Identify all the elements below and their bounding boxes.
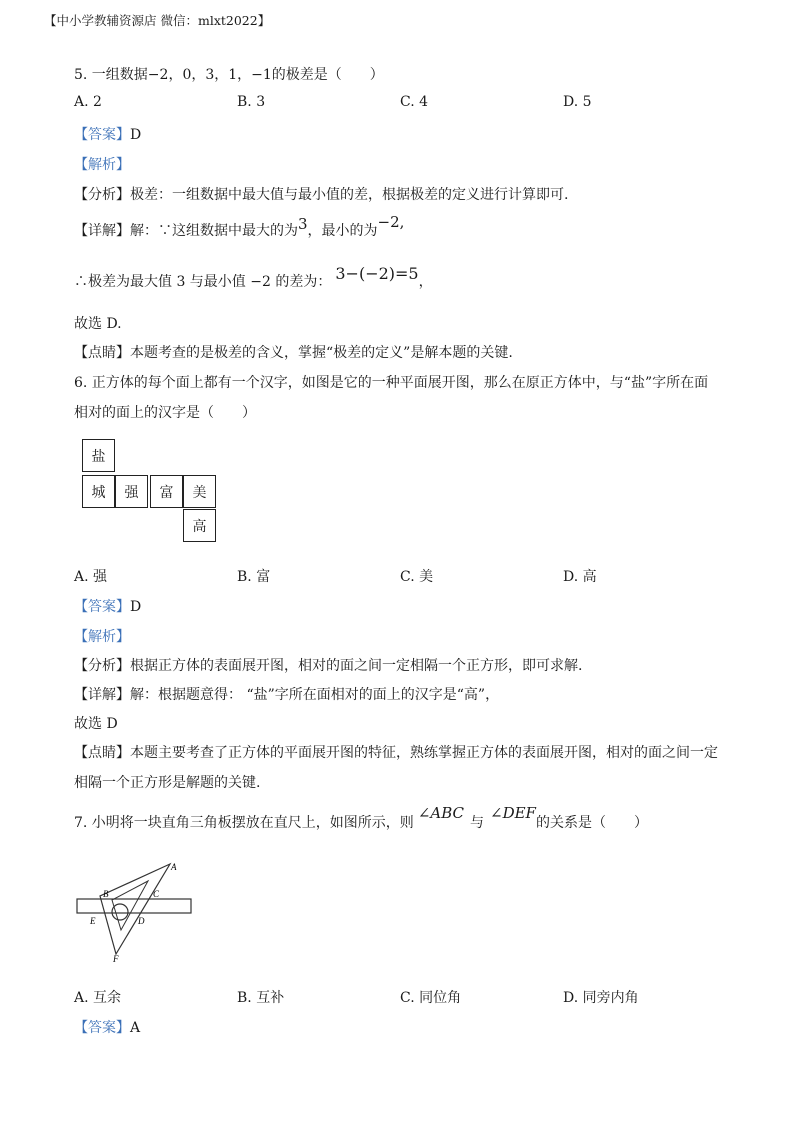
q5-option-c: C. 4	[400, 94, 429, 110]
q6-stem-line2: 相对的面上的汉字是（ ）	[74, 405, 256, 421]
q6-stem-line1: 6. 正方体的每个面上都有一个汉字，如图是它的一种平面展开图，那么在原正方体中，与“盐”字所在面	[74, 375, 709, 391]
q7-stem-and: 与	[470, 815, 484, 831]
q6-option-d: D. 高	[563, 569, 597, 585]
answer-tag: 【答案】	[74, 1020, 130, 1036]
max-value: 3	[298, 215, 308, 233]
dianjing-tag: 【点睛】	[74, 745, 130, 761]
q5-stem: 5. 一组数据−2，0，3，1，−1的极差是（ ）	[74, 67, 384, 83]
q5-dianjing	[74, 342, 513, 362]
q7-option-c: C. 同位角	[400, 990, 462, 1006]
q6-dianjing-line2: 相隔一个正方形是解题的关键.	[74, 775, 261, 791]
fenxi-text: 根据正方体的表面展开图，相对的面之间一定相隔一个正方形，即可求解.	[130, 658, 583, 674]
answer-value: D	[130, 599, 142, 615]
net-cell-3: 富	[150, 475, 183, 508]
triangle-hole	[112, 904, 128, 920]
q6-option-c: C. 美	[400, 569, 434, 585]
label-d: D	[138, 916, 145, 926]
q6-dianjing	[74, 742, 718, 762]
q5-option-d: D. 5	[563, 94, 592, 110]
q7-stem-text-2: 的关系是（ ）	[535, 815, 648, 831]
q6-option-a: A. 强	[74, 569, 108, 585]
net-cell-2: 强	[115, 475, 148, 508]
xiangjie-tag: 【详解】	[74, 687, 130, 703]
q6-conclusion: 故选 D	[74, 716, 118, 732]
xiangjie-text: 解：根据题意得： “盐”字所在面相对的面上的汉字是“高”，	[130, 687, 500, 703]
angle-def: ∠DEF	[490, 804, 536, 822]
xiangjie-tag: 【详解】	[74, 223, 130, 239]
q6-option-b: B. 富	[237, 569, 271, 585]
net-cell-4: 美	[183, 475, 216, 508]
q5-option-a: A. 2	[74, 94, 102, 110]
xiangjie-text-2: ，最小的为	[307, 223, 378, 239]
q7-option-a: A. 互余	[74, 990, 122, 1006]
q7-option-d: D. 同旁内角	[563, 990, 639, 1006]
q6-xiangjie	[74, 684, 499, 704]
label-f: F	[113, 954, 119, 964]
q5-conclusion: 故选 D.	[74, 316, 122, 332]
min-value: −2,	[377, 213, 405, 231]
label-c: C	[153, 889, 160, 899]
dianjing-text: 本题主要考查了正方体的平面展开图的特征，熟练掌握正方体的表面展开图，相对的面之间一定	[130, 745, 718, 761]
q6-answer	[74, 596, 141, 616]
label-e: E	[90, 916, 96, 926]
fenxi-tag: 【分析】	[74, 187, 130, 203]
q5-therefore	[74, 264, 433, 291]
q7-answer	[74, 1017, 140, 1037]
answer-value: D	[130, 127, 142, 143]
q5-xiangjie	[74, 213, 405, 240]
label-b: B	[103, 889, 109, 899]
page-header: 【中小学教辅资源店 微信：mlxt2022】	[44, 13, 271, 28]
fenxi-text: 极差：一组数据中最大值与最小值的差，根据极差的定义进行计算即可.	[130, 187, 569, 203]
cube-net-figure	[82, 439, 218, 543]
range-expression: 3−(−2)=5	[335, 264, 419, 283]
q5-option-b: B. 3	[237, 94, 266, 110]
q5-answer	[74, 124, 141, 144]
q6-analysis-tag: 【解析】	[74, 629, 130, 645]
q5-fenxi	[74, 184, 568, 204]
q7-option-b: B. 互补	[237, 990, 285, 1006]
q7-stem-text: 7. 小明将一块直角三角板摆放在直尺上，如图所示，则	[74, 815, 414, 831]
net-cell-bottom: 高	[183, 509, 216, 542]
angle-abc: ∠ABC	[417, 804, 464, 822]
answer-tag: 【答案】	[74, 599, 130, 615]
ruler-triangle-figure	[72, 856, 196, 964]
xiangjie-text: 解：∵这组数据中最大的为	[130, 223, 298, 239]
dianjing-tag: 【点睛】	[74, 345, 130, 361]
q7-stem	[74, 804, 648, 832]
therefore-comma: ，	[418, 274, 433, 290]
triangle-outer	[100, 864, 170, 954]
q6-fenxi	[74, 655, 582, 675]
therefore-text: ∴极差为最大值 3 与最小值 −2 的差为：	[74, 274, 332, 290]
net-cell-1: 城	[82, 475, 115, 508]
dianjing-text: 本题考查的是极差的含义，掌握“极差的定义”是解本题的关键.	[130, 345, 513, 361]
fenxi-tag: 【分析】	[74, 658, 130, 674]
q5-analysis-tag: 【解析】	[74, 157, 130, 173]
answer-value: A	[130, 1020, 141, 1036]
label-a: A	[171, 862, 177, 872]
answer-tag: 【答案】	[74, 127, 130, 143]
net-cell-top: 盐	[82, 439, 115, 472]
